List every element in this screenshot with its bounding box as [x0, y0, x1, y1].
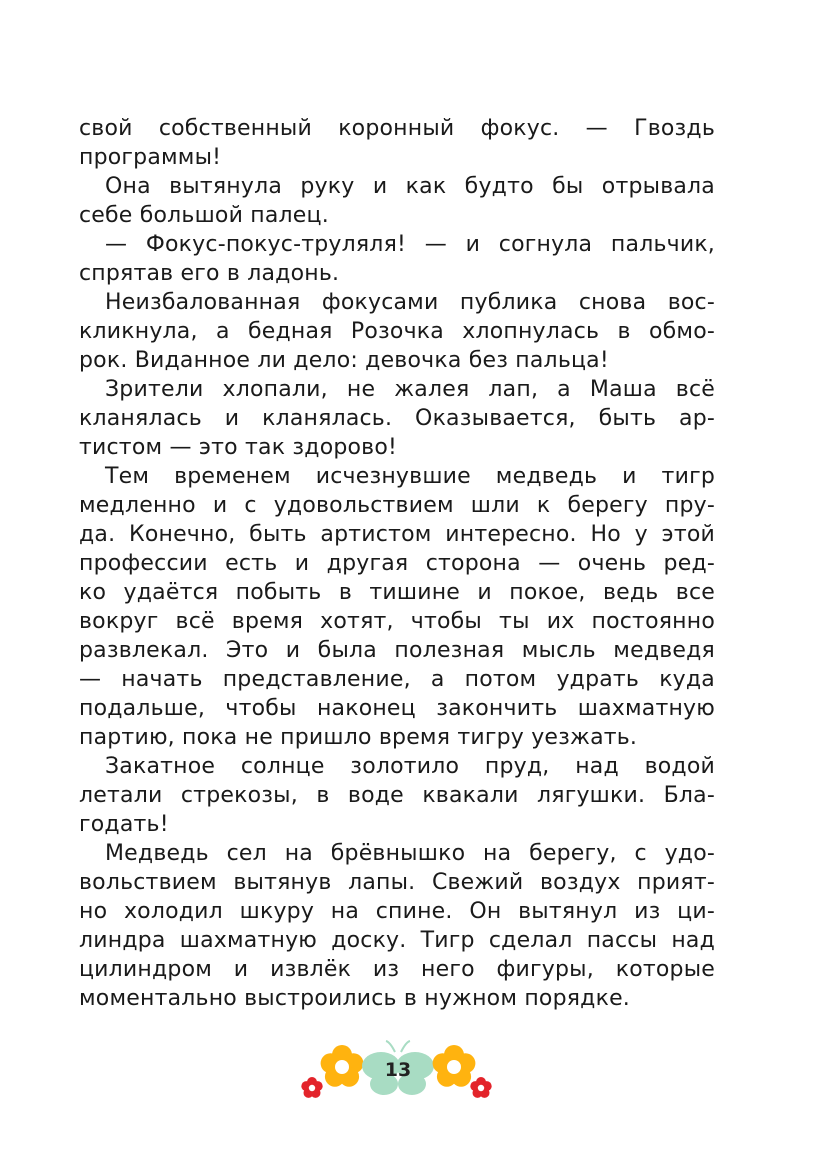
text-line: — начать представление, а потом удрать куда	[79, 667, 715, 692]
text-line: линдра шахматную доску. Тигр сделал пассы над	[79, 928, 715, 953]
text-line: Медведь сел на брёвнышко на берегу, с удо-	[105, 841, 715, 866]
text-line: развлекал. Это и была полезная мысль медведя	[79, 638, 715, 663]
paragraph	[79, 230, 715, 288]
text-line: кликнула, а бедная Розочка хлопнулась в обмо-	[79, 319, 715, 344]
text-line: кланялась и кланялась. Оказывается, быть ар-	[79, 406, 715, 431]
text-line: Зрители хлопали, не жалея лап, а Маша всё	[105, 377, 715, 402]
paragraph	[79, 288, 715, 375]
page-number: 13	[384, 1059, 412, 1081]
text-line: программы!	[79, 145, 222, 170]
text-line: партию, пока не пришло время тигру уезжать.	[79, 725, 638, 750]
text-line: но холодил шкуру на спине. Он вытянул из ци-	[79, 899, 715, 924]
text-line: рок. Виданное ли дело: девочка без пальца!	[79, 348, 609, 373]
page-text	[79, 114, 715, 1013]
text-line: летали стрекозы, в воде квакали лягушки. Бла-	[79, 783, 715, 808]
text-line: цилиндром и извлёк из него фигуры, которые	[79, 957, 715, 982]
text-line: годать!	[79, 812, 169, 837]
text-line: Неизбалованная фокусами публика снова вос-	[105, 290, 715, 315]
text-line: да. Конечно, быть артистом интересно. Но у этой	[79, 522, 715, 547]
page-footer-ornament	[298, 1038, 498, 1108]
paragraph	[79, 462, 715, 752]
text-line: тистом — это так здорово!	[79, 435, 398, 460]
text-line: Закатное солнце золотило пруд, над водой	[105, 754, 715, 779]
text-line: моментально выстроились в нужном порядке.	[79, 986, 631, 1011]
text-line: — Фокус-покус-труляля! — и согнула пальчик,	[105, 232, 715, 257]
paragraph	[79, 375, 715, 462]
text-line: медленно и с удовольствием шли к берегу пру-	[79, 493, 715, 518]
text-line: свой собственный коронный фокус. — Гвоздь	[79, 116, 715, 141]
text-line: себе большой палец.	[79, 203, 329, 228]
text-line: спрятав его в ладонь.	[79, 261, 340, 286]
text-line: Тем временем исчезнувшие медведь и тигр	[105, 464, 715, 489]
text-line: вокруг всё время хотят, чтобы ты их постоянно	[79, 609, 715, 634]
text-line: ко удаётся побыть в тишине и покое, ведь все	[79, 580, 715, 605]
paragraph	[79, 172, 715, 230]
text-line: профессии есть и другая сторона — очень ред-	[79, 551, 715, 576]
paragraph	[79, 114, 715, 172]
text-line: Она вытянула руку и как будто бы отрывала	[105, 174, 715, 199]
text-line: подальше, чтобы наконец закончить шахматную	[79, 696, 715, 721]
paragraph	[79, 839, 715, 1013]
text-line: вольствием вытянув лапы. Свежий воздух прият-	[79, 870, 715, 895]
paragraph	[79, 752, 715, 839]
